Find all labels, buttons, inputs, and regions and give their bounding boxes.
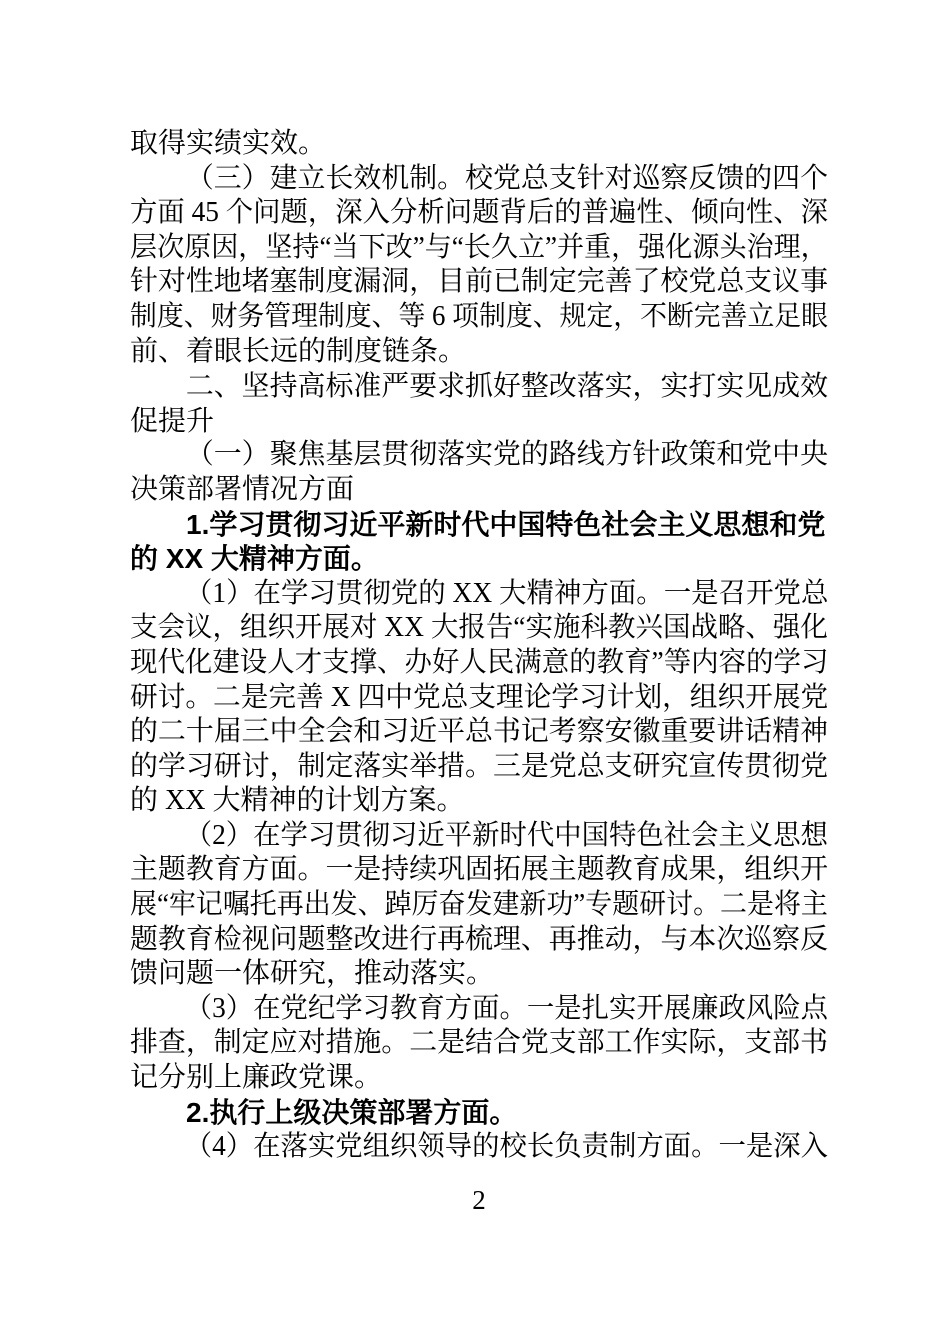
text-line: 记分别上廉政党课。	[130, 1062, 383, 1094]
para-item-2	[130, 819, 828, 992]
text-line: 取得实绩实效。	[130, 128, 327, 159]
para-item-3	[130, 992, 828, 1096]
text-line: 的学习研讨，制定落实举措。三是党总支研究宣传贯彻党	[130, 750, 829, 782]
text-line: 层次原因，坚持“当下改”与“长久立”并重，强化源头治理，	[130, 231, 828, 263]
heading-line: 的 XX 大精神方面。	[130, 543, 379, 575]
text-line: 排查，制定应对措施。二是结合党支部工作实际，支部书	[130, 1027, 829, 1059]
heading-point-one	[130, 508, 828, 577]
text-line: 针对性地堵塞制度漏洞，目前已制定完善了校党总支议事	[130, 266, 829, 298]
text-line: （3）在党纪学习教育方面。一是扎实开展廉政风险点	[184, 992, 829, 1024]
text-line: 现代化建设人才支撑、办好人民满意的教育”等内容的学习	[130, 646, 829, 678]
text-line: 支会议，组织开展对 XX 大报告“实施科教兴国战略、强化	[130, 612, 828, 644]
text-line: （三）建立长效机制。校党总支针对巡察反馈的四个	[185, 162, 829, 194]
text-line: 研讨。二是完善 X 四中党总支理论学习计划，组织开展党	[130, 681, 829, 713]
text-line: 展“牢记嘱托再出发、踔厉奋发建新功”专题研讨。二是将主	[130, 889, 828, 921]
text-line: （4）在落实党组织领导的校长负责制方面。一是深入	[184, 1131, 829, 1163]
text-line: 的 XX 大精神的计划方案。	[130, 785, 465, 817]
document-text	[130, 127, 828, 1165]
text-line: 主题教育方面。一是持续巩固拓展主题教育成果，组织开	[130, 854, 829, 886]
text-line: 馈问题一体研究，推动落实。	[130, 958, 495, 990]
para-item-three	[130, 162, 828, 370]
text-line: （2）在学习贯彻习近平新时代中国特色社会主义思想	[184, 819, 829, 851]
heading-section-two	[130, 369, 828, 438]
text-line: 题教育检视问题整改进行再梳理、再推动，与本次巡察反	[130, 923, 829, 955]
heading-point-two	[130, 1096, 828, 1131]
text-line: 决策部署情况方面	[130, 473, 355, 505]
para-item-4	[130, 1130, 828, 1165]
text-line: 制度、财务管理制度、等 6 项制度、规定，不断完善立足眼	[130, 300, 829, 332]
heading-line: 1.学习贯彻习近平新时代中国特色社会主义思想和党	[186, 508, 826, 540]
text-line: （1）在学习贯彻党的 XX 大精神方面。一是召开党总	[184, 577, 829, 609]
heading-line: 2.执行上级决策部署方面。	[186, 1096, 518, 1128]
text-line: 方面 45 个问题，深入分析问题背后的普遍性、倾向性、深	[130, 197, 829, 229]
para-subsection-one	[130, 438, 828, 507]
page-number: 2	[472, 1185, 486, 1215]
text-line: 前、着眼长远的制度链条。	[130, 335, 467, 367]
heading-line: 二、坚持高标准严要求抓好整改落实，实打实见成效	[185, 370, 829, 402]
heading-line: 促提升	[130, 404, 215, 436]
para-continuation	[130, 127, 828, 162]
para-item-1	[130, 577, 828, 819]
text-line: 的二十届三中全会和习近平总书记考察安徽重要讲话精神	[130, 716, 829, 748]
text-line: （一）聚焦基层贯彻落实党的路线方针政策和党中央	[185, 439, 829, 471]
